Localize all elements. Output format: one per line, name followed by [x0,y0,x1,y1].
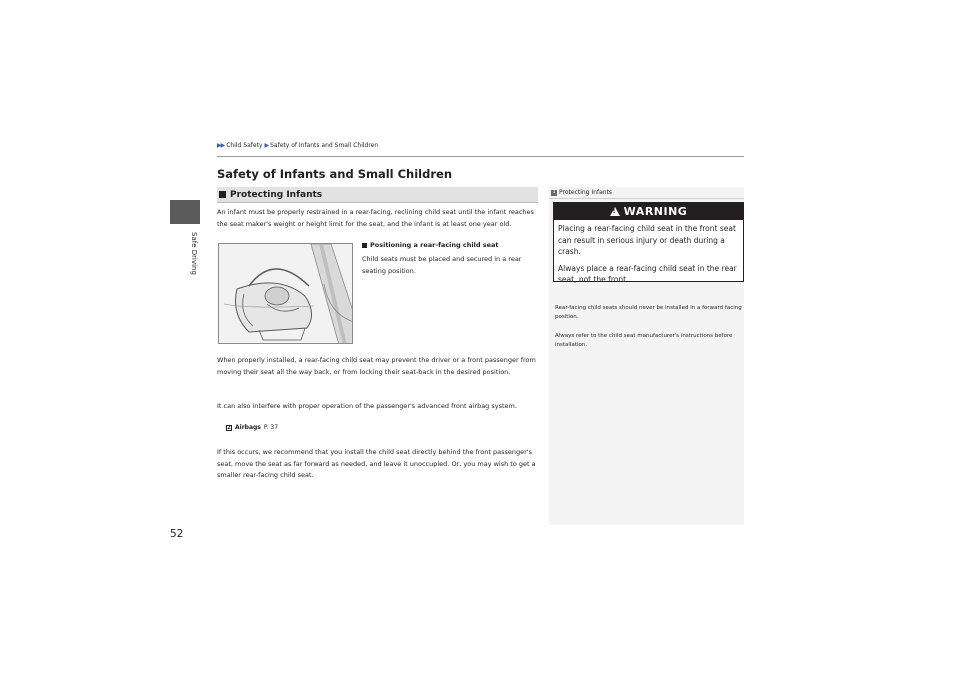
page-number: 52 [170,528,184,540]
airbag-paragraph: It can also interfere with proper operation of the passenger's advanced front airbag system. [217,402,517,410]
warning-body [554,220,743,289]
side-note-1: Rear-facing child seats should never be installed in a forward facing position. [555,305,742,320]
warning-text-1: Placing a rear-facing child seat in the front seat can result in serious injury or death during a crash. [558,224,736,256]
warning-text-2: Always place a rear-facing child seat in the rear seat, not the front. [558,263,737,284]
subsection-square-icon [362,243,367,248]
side-note-2: Always refer to the child seat manufacturer's instructions before installation. [555,333,733,348]
page-title: Safety of Infants and Small Children [217,167,453,181]
warning-box [553,202,744,282]
subsection-heading-text: Positioning a rear-facing child seat [370,241,499,249]
recommend-paragraph: If this occurs, we recommend that you install the child seat directly behind the front passenger's seat, move the seat as far forward as needed, and leave it unoccupied. Or, you may wish to get a smaller rear-facing child seat. [217,448,536,479]
rear-facing-child-seat-illustration [218,243,353,344]
section-square-icon [219,191,226,198]
child-seat-drawing [219,244,353,344]
warning-triangle-icon [610,207,620,216]
intro-paragraph: An infant must be properly restrained in a rear-facing, reclining child seat until the infant reaches the seat maker's weight or height limit for the seat, and the infant is at least one year old. [217,208,534,228]
airbags-cross-reference[interactable] [226,424,278,431]
subsection-heading [362,241,499,249]
chapter-tab-marker [170,200,200,224]
breadcrumb-arrow-icon: ▶▶ [217,142,225,149]
airbags-link[interactable]: Airbags [235,424,261,431]
breadcrumb-separator-icon: ▶ [264,142,269,149]
warning-label: WARNING [623,205,688,218]
breadcrumb-item-child-safety[interactable]: Child Safety [226,142,263,149]
warning-header [554,203,743,220]
side-note-heading-text: Protecting Infants [559,189,613,196]
chapter-side-label [188,232,200,312]
breadcrumb-item-current: Safety of Infants and Small Children [270,142,379,149]
section-heading [217,187,538,203]
note-marker-icon: 1 [552,189,556,195]
cross-reference-icon: 2 [227,424,231,431]
subsection-text: Child seats must be placed and secured in a rear seating position. [362,255,522,275]
chapter-side-label-text: Safe Driving [190,232,198,275]
breadcrumb [217,142,378,149]
header-divider [217,156,744,157]
airbags-page-ref: P. 37 [263,424,279,431]
side-note-heading [549,187,744,199]
installed-paragraph: When properly installed, a rear-facing child seat may prevent the driver or a front passenger from moving their seat all the way back, or from locking their seat-back in the desired position. [217,356,536,376]
side-note-panel [549,187,744,525]
section-heading-text: Protecting Infants [230,189,323,200]
